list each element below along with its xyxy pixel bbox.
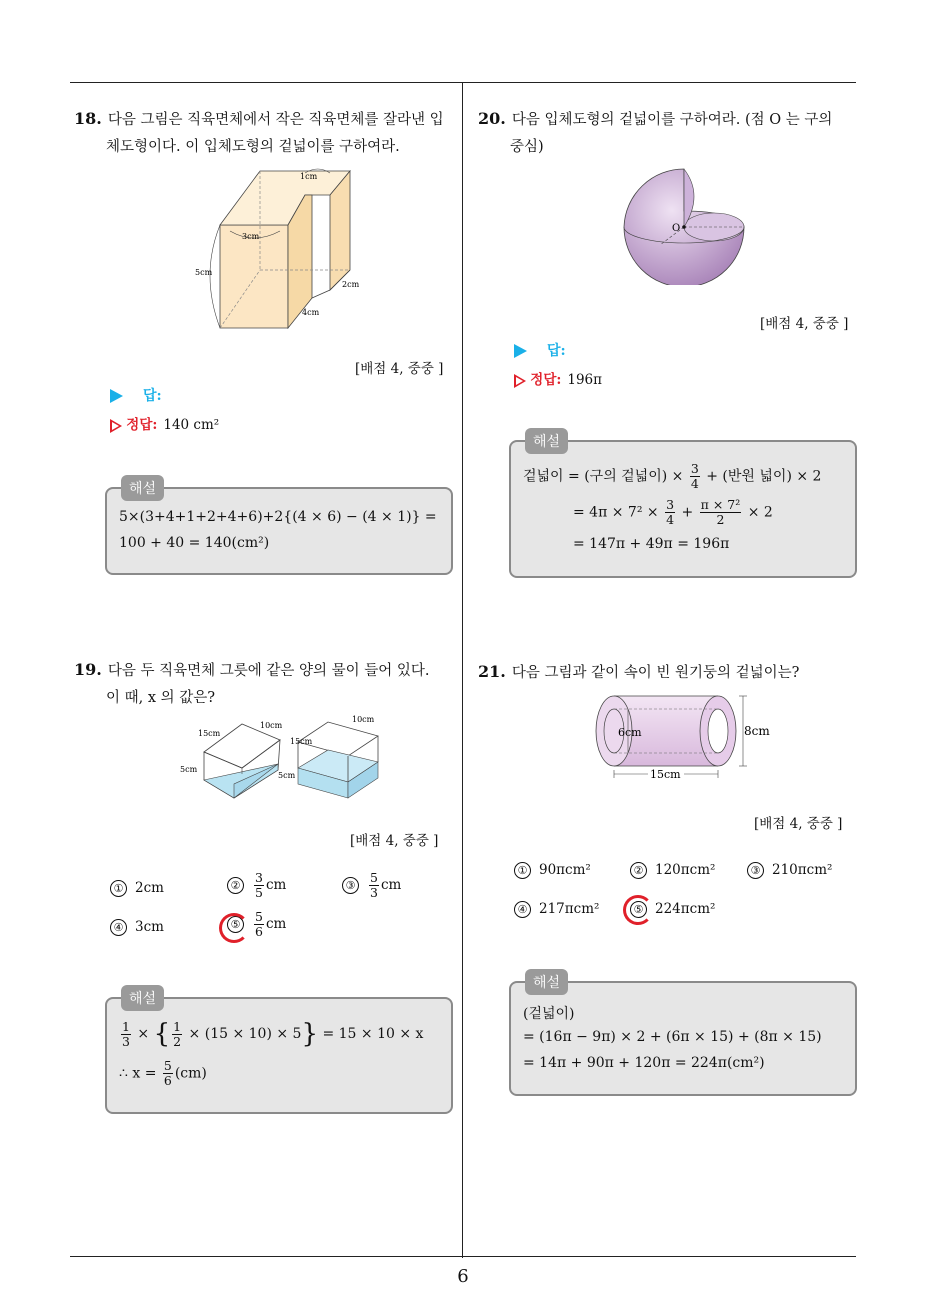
q18-solution-box: [105, 481, 453, 575]
choice-unit: cm: [265, 916, 287, 932]
correct-arrow-icon: [110, 419, 122, 433]
q19-choice-4[interactable]: [110, 919, 164, 936]
q18-sol-line1: 5×(3+4+1+2+4+6)+2{(4 × 6) − (4 × 1)} =: [119, 509, 437, 525]
solution-title: 해설: [121, 985, 164, 1011]
frac-num: 5: [255, 909, 263, 924]
q19-label-b3: 5cm: [278, 771, 296, 780]
q19-score: [배점 4, 중중 ]: [350, 833, 439, 849]
selected-answer-mark: [219, 913, 249, 943]
choice-text: 120πcm²: [655, 862, 716, 878]
solution-title: 해설: [121, 475, 164, 501]
frac-num: 3: [666, 497, 675, 512]
choice-text: 210πcm²: [772, 862, 833, 878]
q21-choice-3[interactable]: [747, 862, 832, 879]
choice-text: 90πcm²: [539, 862, 591, 878]
correct-arrow-icon: [514, 374, 526, 388]
frac-den: 2: [716, 512, 725, 527]
q18-line1: 다음 그림은 직육면체에서 작은 직육면체를 잘라낸 입: [107, 112, 444, 128]
choice-number: ⑤: [227, 916, 244, 933]
q21-line1: 다음 그림과 같이 속이 빈 원기둥의 겉넓이는?: [511, 665, 800, 681]
q19-choice-3[interactable]: [342, 871, 401, 900]
q20-sol-line2: [573, 498, 773, 527]
q18-number: 18.: [74, 109, 102, 128]
q19-label-a2: 10cm: [260, 721, 283, 730]
frac-den: 3: [370, 885, 378, 900]
q20-score: [배점 4, 중중 ]: [760, 316, 849, 332]
choice-fraction: [369, 871, 379, 900]
sol-op: ×: [137, 1026, 150, 1042]
q21-number: 21.: [478, 662, 506, 681]
q19-sol-line2: [119, 1059, 207, 1088]
selected-answer-mark: [623, 895, 653, 925]
frac-num: 5: [163, 1058, 172, 1073]
correct-value: 196π: [567, 372, 603, 388]
choice-number: ④: [110, 919, 127, 936]
frac: [665, 498, 675, 527]
right-brace: }: [301, 1019, 318, 1049]
choice-number: ④: [514, 901, 531, 918]
sol-op: +: [681, 504, 694, 521]
choice-number: ①: [110, 880, 127, 897]
q21-solution-box: [509, 975, 857, 1096]
q18-label-4cm: 4cm: [302, 308, 320, 317]
q18-correct: [110, 413, 219, 433]
q19-label-b1: 10cm: [352, 715, 375, 724]
q18-line2: 체도형이다. 이 입체도형의 겉넓이를 구하여라.: [106, 139, 400, 155]
left-brace: {: [153, 1019, 171, 1049]
frac: [172, 1020, 182, 1049]
frac: [700, 498, 742, 527]
sol-pre: = 4π × 7² ×: [573, 504, 659, 521]
q19-sol-line1: [119, 1019, 423, 1049]
q20-answer: [514, 340, 566, 360]
correct-label: 정답:: [126, 417, 158, 433]
q19-line1: 다음 두 직육면체 그릇에 같은 양의 물이 들어 있다.: [107, 663, 430, 679]
bottom-rule: [70, 1256, 856, 1257]
q18-label-1cm: 1cm: [300, 172, 318, 181]
correct-value: 140 cm²: [163, 417, 220, 433]
solution-title: 해설: [525, 969, 568, 995]
q19-choice-1[interactable]: [110, 880, 164, 897]
q19-label-a1: 15cm: [198, 729, 221, 738]
sol-post: + (반원 넓이) × 2: [706, 468, 822, 485]
frac-num: 5: [370, 870, 378, 885]
frac-num: 1: [122, 1018, 130, 1034]
q21-label-outer: 8cm: [744, 724, 770, 738]
frac: [121, 1020, 131, 1049]
q18-label-3cm: 3cm: [242, 232, 260, 241]
q21-sol-line1: (겉넓이): [523, 1006, 575, 1022]
q20-center-label: O: [672, 223, 681, 234]
q19-number: 19.: [74, 660, 102, 679]
correct-label: 정답:: [530, 372, 562, 388]
q21-text: [478, 658, 863, 687]
q18-label-2cm: 2cm: [342, 280, 360, 289]
q18-figure: [190, 165, 370, 335]
sol-post: (cm): [174, 1065, 207, 1082]
answer-label: 답:: [143, 388, 162, 404]
q18-score: [배점 4, 중중 ]: [355, 361, 444, 377]
choice-number: ②: [227, 877, 244, 894]
frac-den: 6: [163, 1073, 172, 1088]
solution-title: 해설: [525, 428, 568, 454]
sol-post: × 2: [747, 504, 773, 521]
q20-line2: 중심): [510, 139, 544, 155]
answer-arrow-icon: [110, 389, 123, 403]
q19-choice-2[interactable]: [227, 871, 286, 900]
choice-text: 3cm: [135, 919, 164, 935]
q20-number: 20.: [478, 109, 506, 128]
choice-number: ③: [342, 877, 359, 894]
q18-answer: [110, 385, 162, 405]
q21-figure: [590, 690, 780, 785]
frac: [163, 1059, 173, 1088]
q21-label-inner: 6cm: [618, 726, 642, 739]
choice-number: ①: [514, 862, 531, 879]
choice-unit: cm: [380, 877, 402, 893]
page-number: 6: [457, 1266, 469, 1287]
choice-number: ②: [630, 862, 647, 879]
q19-label-b2: 15cm: [290, 737, 313, 746]
q19-line2: 이 때, x 의 값은?: [106, 690, 216, 706]
choice-text: 224πcm²: [655, 901, 716, 917]
q20-figure: [620, 165, 750, 285]
q21-score: [배점 4, 중중 ]: [754, 816, 843, 832]
q20-line1: 다음 입체도형의 겉넓이를 구하여라. (점 O 는 구의: [511, 112, 833, 128]
answer-arrow-icon: [514, 344, 527, 358]
frac-num: 1: [173, 1018, 182, 1034]
q21-choice-4[interactable]: [514, 901, 599, 918]
answer-label: 답:: [547, 343, 566, 359]
q19-figure: [178, 712, 388, 804]
q21-choice-1[interactable]: [514, 862, 591, 879]
q20-sol-line3: = 147π + 49π = 196π: [573, 536, 730, 552]
frac-den: 5: [255, 885, 263, 900]
q18-text: [74, 105, 459, 161]
sol-pre: 겉넓이 = (구의 겉넓이) ×: [523, 468, 684, 485]
frac-num: 3: [690, 461, 699, 476]
top-rule: [70, 82, 856, 83]
choice-number: ⑤: [630, 901, 647, 918]
q21-sol-line2: = (16π − 9π) × 2 + (6π × 15) + (8π × 15): [523, 1029, 822, 1045]
column-divider: [462, 82, 463, 1258]
choice-fraction: [254, 910, 264, 939]
q21-label-length: 15cm: [650, 768, 681, 781]
frac-den: 2: [173, 1033, 182, 1049]
frac: [690, 462, 700, 491]
q18-sol-line2: 100 + 40 = 140(cm²): [119, 535, 270, 551]
q21-sol-line3: = 14π + 90π + 120π = 224π(cm²): [523, 1055, 765, 1071]
frac-num: 3: [255, 870, 263, 885]
q19-solution-box: [105, 991, 453, 1114]
choice-text: 217πcm²: [539, 901, 600, 917]
q20-solution-box: [509, 434, 857, 578]
q20-correct: [514, 368, 602, 388]
choice-fraction: [254, 871, 264, 900]
sol-pre: ∴ x =: [119, 1065, 157, 1082]
q18-label-5cm: 5cm: [195, 268, 213, 277]
frac-den: 6: [255, 924, 263, 939]
sol-rest: × (15 × 10) × 5: [188, 1026, 302, 1042]
choice-text: 2cm: [135, 880, 164, 896]
choice-unit: cm: [265, 877, 287, 893]
choice-number: ③: [747, 862, 764, 879]
q19-text: [74, 656, 459, 712]
frac-den: 4: [690, 476, 699, 491]
sol-rhs: = 15 × 10 × x: [322, 1026, 424, 1042]
q20-text: [478, 105, 863, 161]
q19-label-a3: 5cm: [180, 765, 198, 774]
frac-den: 3: [122, 1033, 130, 1049]
frac-num: π × 7²: [700, 497, 741, 512]
q21-choice-2[interactable]: [630, 862, 715, 879]
q20-sol-line1: [523, 462, 821, 491]
frac-den: 4: [666, 512, 675, 527]
